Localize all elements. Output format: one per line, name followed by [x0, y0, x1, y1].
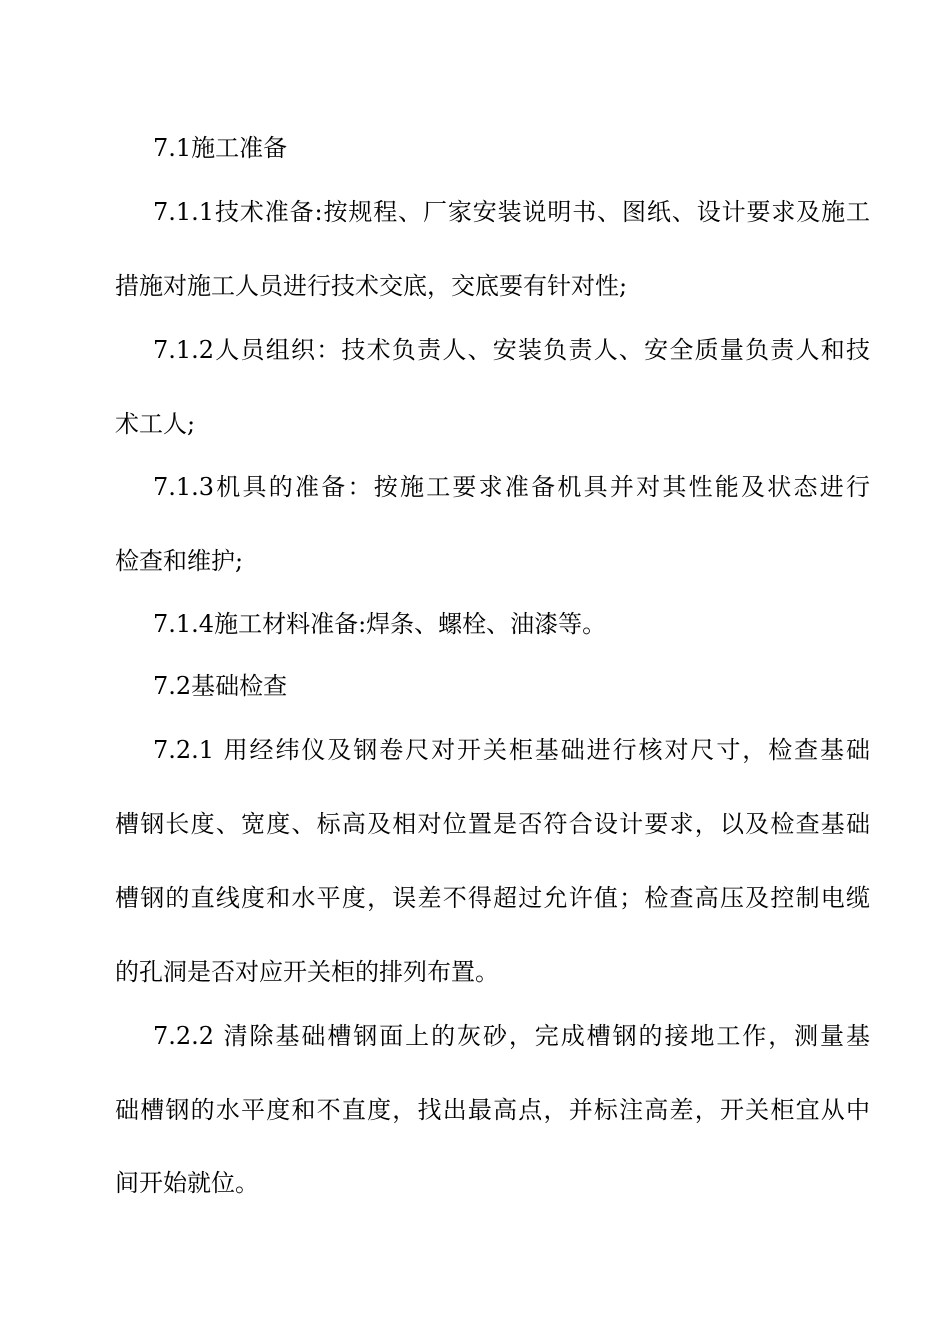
paragraph-7-2-2-line-2: 础槽钢的水平度和不直度，找出最高点，并标注高差，开关柜宜从中	[115, 1096, 870, 1124]
paragraph-7-1-3-line-1: 7.1.3机具的准备：按施工要求准备机具并对其性能及状态进行	[153, 473, 870, 501]
paragraph-7-2-1-line-4: 的孔洞是否对应开关柜的排列布置。	[115, 958, 499, 986]
paragraph-7-2-2-line-3: 间开始就位。	[115, 1169, 259, 1197]
section-heading-7-2: 7.2基础检查	[153, 672, 288, 700]
paragraph-7-1-4: 7.1.4施工材料准备:焊条、螺栓、油漆等。	[153, 610, 607, 638]
section-heading-7-1: 7.1施工准备	[153, 134, 288, 162]
paragraph-7-2-1-line-2: 槽钢长度、宽度、标高及相对位置是否符合设计要求，以及检查基础	[115, 810, 870, 838]
paragraph-7-2-1-line-3: 槽钢的直线度和水平度，误差不得超过允许值；检查高压及控制电缆	[115, 884, 870, 912]
paragraph-7-1-2-line-2: 术工人;	[115, 410, 196, 438]
paragraph-7-2-1-line-1: 7.2.1 用经纬仪及钢卷尺对开关柜基础进行核对尺寸，检查基础	[153, 736, 870, 764]
paragraph-7-1-2-line-1: 7.1.2人员组织：技术负责人、安装负责人、安全质量负责人和技	[153, 336, 870, 364]
paragraph-7-1-3-line-2: 检查和维护;	[115, 547, 244, 575]
paragraph-7-1-1-line-2: 措施对施工人员进行技术交底，交底要有针对性;	[115, 272, 628, 300]
paragraph-7-1-1-line-1: 7.1.1技术准备:按规程、厂家安装说明书、图纸、设计要求及施工	[153, 198, 870, 226]
paragraph-7-2-2-line-1: 7.2.2 清除基础槽钢面上的灰砂，完成槽钢的接地工作，测量基	[153, 1022, 870, 1050]
